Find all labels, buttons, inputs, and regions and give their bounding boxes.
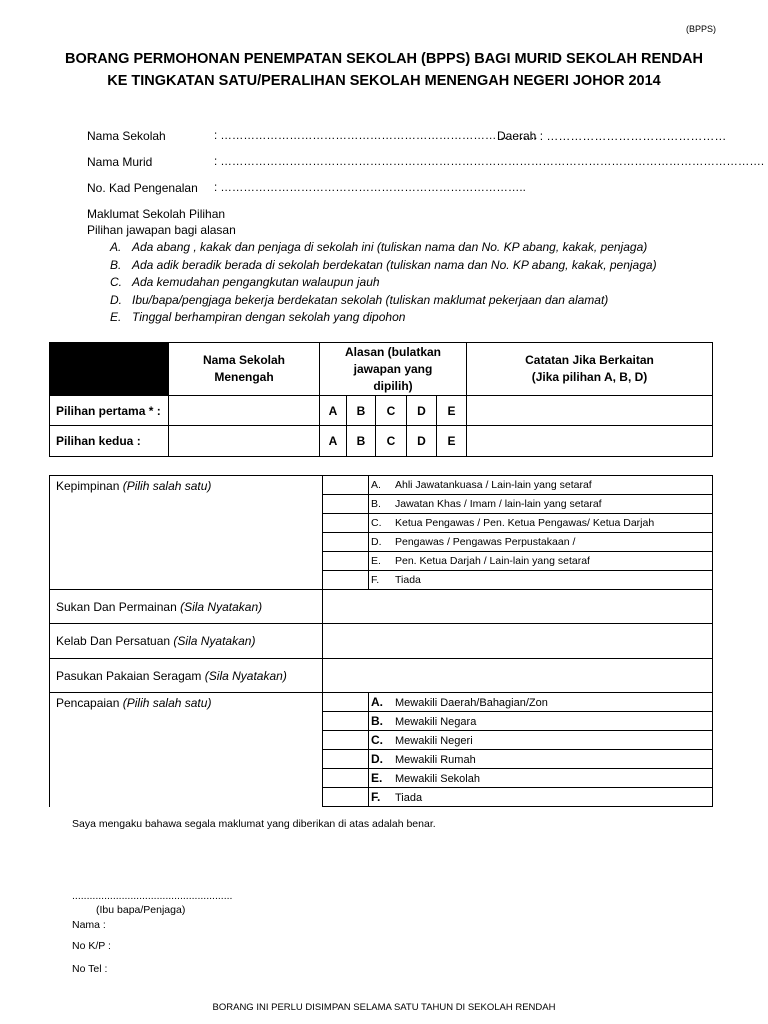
table-row <box>50 624 713 659</box>
nama-murid-label: Nama Murid <box>87 155 153 169</box>
maklumat-subheading: Pilihan jawapan bagi alasan <box>87 223 236 237</box>
reason-option <box>110 293 657 311</box>
reason-letter-b[interactable]: B <box>347 396 376 426</box>
option-text: Mewakili Negeri <box>395 735 473 747</box>
pencapaian-hint: (Pilih salah satu) <box>122 696 212 710</box>
nama-sekolah-label: Nama Sekolah <box>87 129 166 143</box>
option-letter: A. <box>371 695 383 709</box>
kepimpinan-tick-cell[interactable] <box>323 571 369 590</box>
sukan-label: Sukan Dan Permainan <box>56 599 177 614</box>
option-letter: C. <box>371 733 383 747</box>
footer-note: BORANG INI PERLU DISIMPAN SELAMA SATU TAHUN DI SEKOLAH RENDAH <box>212 1002 556 1013</box>
option-letter: F. <box>371 790 381 804</box>
pencapaian-option[interactable] <box>369 693 713 712</box>
kelab-hint: (Sila Nyatakan) <box>173 634 256 648</box>
option-letter: F. <box>371 574 380 586</box>
reason-letter-e[interactable]: E <box>437 396 467 426</box>
signature-name-label: Nama : <box>72 919 106 931</box>
kepimpinan-tick-cell[interactable] <box>323 533 369 552</box>
sukan-label-cell <box>50 590 323 624</box>
pencapaian-tick-cell[interactable] <box>323 693 369 712</box>
school-name-header <box>169 343 320 396</box>
option-text: Ada kemudahan pengangkutan walaupun jauh <box>132 275 380 289</box>
reason-letter-a[interactable]: A <box>320 426 347 457</box>
pasukan-label-cell <box>50 659 323 693</box>
kepimpinan-option[interactable] <box>369 552 713 571</box>
activity-table <box>49 475 713 807</box>
reason-options-list <box>110 240 657 328</box>
option-text: Ada adik beradik berada di sekolah berdekatan (tuliskan nama dan No. KP abang, kakak, penjaga) <box>132 257 657 272</box>
kad-pengenalan-label: No. Kad Pengenalan <box>87 181 198 195</box>
kelab-input[interactable] <box>323 624 713 659</box>
kelab-label: Kelab Dan Persatuan <box>56 634 171 648</box>
kepimpinan-option[interactable] <box>369 514 713 533</box>
option-text: Mewakili Sekolah <box>395 773 480 785</box>
daerah-field[interactable]: Daerah : ……………………………………… <box>497 129 727 143</box>
table-row <box>50 396 713 426</box>
kepimpinan-hint: (Pilih salah satu) <box>122 479 212 493</box>
option-letter: E. <box>371 555 381 567</box>
option-text: Ahli Jawatankuasa / Lain-lain yang setaraf <box>395 479 592 491</box>
reason-letter-c[interactable]: C <box>376 396 407 426</box>
pencapaian-tick-cell[interactable] <box>323 731 369 750</box>
kepimpinan-tick-cell[interactable] <box>323 476 369 495</box>
option-text: Ada abang , kakak dan penjaga di sekolah ini (tuliskan nama dan No. KP abang, kakak, penjaga) <box>132 240 648 254</box>
first-choice-label: Pilihan pertama * : <box>50 396 169 426</box>
signature-tel-label: No Tel : <box>72 963 108 975</box>
table-row <box>50 590 713 624</box>
kepimpinan-tick-cell[interactable] <box>323 514 369 533</box>
option-letter: E. <box>110 310 122 324</box>
first-choice-notes-input[interactable] <box>467 396 713 426</box>
kepimpinan-option[interactable] <box>369 495 713 514</box>
option-letter: B. <box>371 498 381 510</box>
kepimpinan-option[interactable] <box>369 571 713 590</box>
school-name-header-text: Nama Sekolah Menengah <box>202 353 286 384</box>
option-letter: C. <box>110 275 122 289</box>
table-row <box>50 426 713 457</box>
option-letter: E. <box>371 771 383 785</box>
reason-option <box>110 240 657 258</box>
reason-option <box>110 258 657 276</box>
reason-letter-d[interactable]: D <box>407 426 437 457</box>
nama-murid-field[interactable]: : ……………………………………………………………………………………………………………………………. <box>214 156 765 168</box>
kepimpinan-option[interactable] <box>369 533 713 552</box>
option-text: Ibu/bapa/pengjaga bekerja berdekatan sekolah (tuliskan maklumat pekerjaan dan alamat) <box>132 292 609 307</box>
nama-sekolah-field[interactable]: : ……………………………………………………………………….. <box>214 130 538 142</box>
kelab-label-cell <box>50 624 323 659</box>
reason-option <box>110 275 657 293</box>
option-text: Pen. Ketua Darjah / Lain-lain yang setaraf <box>395 555 590 567</box>
kad-pengenalan-field[interactable]: : …………………………………………………………………….. <box>214 182 526 194</box>
kepimpinan-tick-cell[interactable] <box>323 495 369 514</box>
sukan-hint: (Sila Nyatakan) <box>180 599 263 614</box>
form-title-line1: BORANG PERMOHONAN PENEMPATAN SEKOLAH (BPPS) BAGI MURID SEKOLAH RENDAH <box>64 51 703 67</box>
signature-role: (Ibu bapa/Penjaga) <box>96 904 186 916</box>
option-text: Ketua Pengawas / Pen. Ketua Pengawas/ Ketua Darjah <box>395 517 655 529</box>
pencapaian-tick-cell[interactable] <box>323 712 369 731</box>
pencapaian-option[interactable] <box>369 731 713 750</box>
reason-letter-c[interactable]: C <box>376 426 407 457</box>
school-choice-table <box>49 342 713 457</box>
kepimpinan-label-cell <box>50 476 323 590</box>
signature-kp-label: No K/P : <box>72 940 111 952</box>
form-code: (BPPS) <box>685 24 716 34</box>
pencapaian-tick-cell[interactable] <box>323 769 369 788</box>
kepimpinan-option[interactable] <box>369 476 713 495</box>
reason-header <box>320 343 467 396</box>
signature-line[interactable]: ....................................................... <box>72 890 233 902</box>
table-row <box>50 476 713 495</box>
option-letter: D. <box>110 292 122 307</box>
pencapaian-option[interactable] <box>369 712 713 731</box>
option-text: Tinggal berhampiran dengan sekolah yang dipohon <box>132 310 406 324</box>
reason-letter-e[interactable]: E <box>437 426 467 457</box>
pencapaian-label-cell <box>50 693 323 807</box>
notes-header <box>467 343 713 396</box>
sukan-input[interactable] <box>323 590 713 624</box>
first-choice-school-input[interactable] <box>169 396 320 426</box>
kepimpinan-label: Kepimpinan <box>56 479 120 493</box>
table-corner-cell <box>50 343 169 396</box>
table-row <box>50 693 713 712</box>
option-text: Tiada <box>395 574 421 586</box>
pencapaian-label: Pencapaian <box>56 696 120 710</box>
option-letter: D. <box>371 752 383 766</box>
pasukan-label: Pasukan Pakaian Seragam <box>56 668 202 683</box>
reason-header-text: Alasan (bulatkan jawapan yang dipilih) <box>344 344 442 393</box>
option-text: Mewakili Negara <box>395 716 477 728</box>
option-letter: A. <box>371 479 381 491</box>
pencapaian-tick-cell[interactable] <box>323 750 369 769</box>
reason-letter-b[interactable]: B <box>347 426 376 457</box>
second-choice-notes-input[interactable] <box>467 426 713 457</box>
pencapaian-option[interactable] <box>369 769 713 788</box>
option-text: Pengawas / Pengawas Perpustakaan / <box>395 536 576 548</box>
declaration-text: Saya mengaku bahawa segala maklumat yang diberikan di atas adalah benar. <box>72 818 436 830</box>
form-title-line2: KE TINGKATAN SATU/PERALIHAN SEKOLAH MENENGAH NEGERI JOHOR 2014 <box>107 73 661 89</box>
table-row <box>50 659 713 693</box>
kepimpinan-tick-cell[interactable] <box>323 552 369 571</box>
option-text: Mewakili Rumah <box>395 754 476 766</box>
option-letter: B. <box>371 714 383 728</box>
option-letter: B. <box>110 257 122 272</box>
option-text: Mewakili Daerah/Bahagian/Zon <box>395 697 548 709</box>
second-choice-label: Pilihan kedua : <box>50 426 169 457</box>
option-letter: A. <box>110 240 122 254</box>
pencapaian-tick-cell[interactable] <box>323 788 369 807</box>
reason-letter-d[interactable]: D <box>407 396 437 426</box>
option-text: Jawatan Khas / Imam / lain-lain yang setaraf <box>395 498 602 510</box>
notes-header-text: Catatan Jika Berkaitan (Jika pilihan A, B, D) <box>525 353 654 384</box>
option-letter: D. <box>371 536 382 548</box>
option-text: Tiada <box>395 792 423 804</box>
pasukan-hint: (Sila Nyatakan) <box>204 668 287 683</box>
reason-letter-a[interactable]: A <box>320 396 347 426</box>
second-choice-school-input[interactable] <box>169 426 320 457</box>
maklumat-heading: Maklumat Sekolah Pilihan <box>87 207 226 221</box>
pasukan-input[interactable] <box>323 659 713 693</box>
pencapaian-option[interactable] <box>369 750 713 769</box>
pencapaian-option[interactable] <box>369 788 713 807</box>
reason-option <box>110 310 657 328</box>
option-letter: C. <box>371 517 382 529</box>
